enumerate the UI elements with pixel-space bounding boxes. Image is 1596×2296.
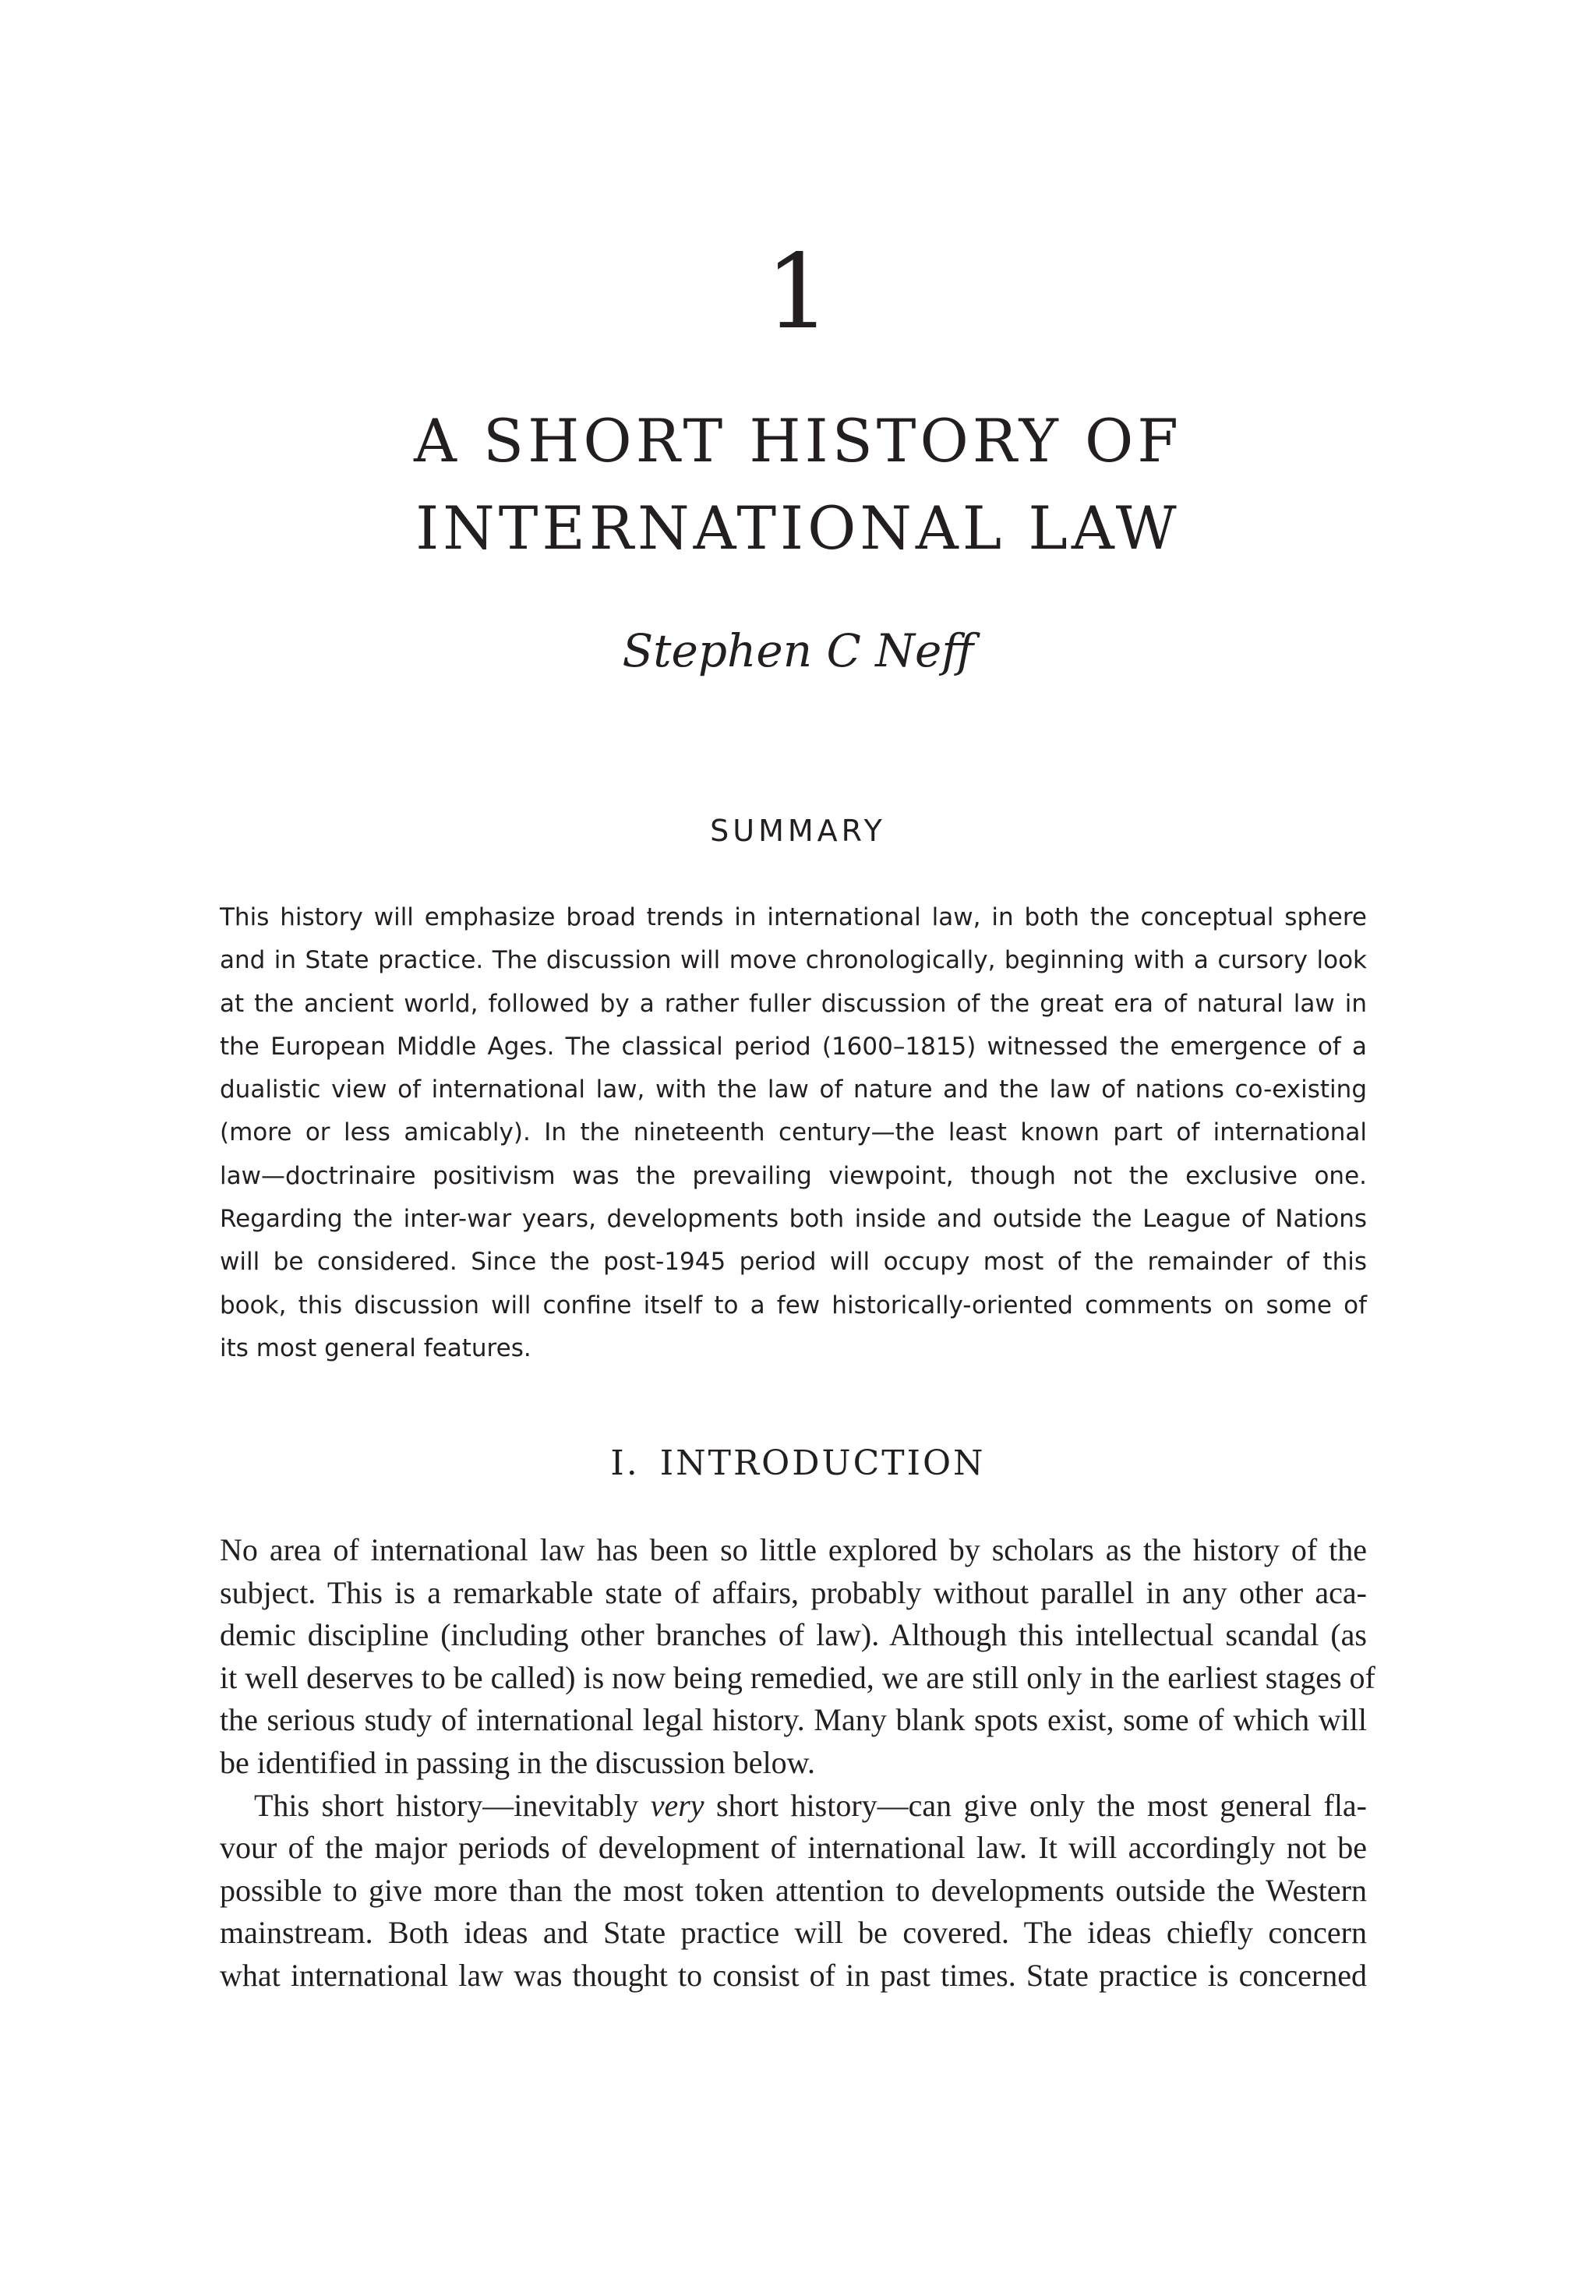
body-line: No area of international law has been so little explored by scholars as the history of the	[220, 1532, 1367, 1567]
chapter-title	[234, 397, 1362, 572]
introduction-body	[220, 1529, 1375, 1998]
summary-line: at the ancient world, followed by a rather fuller discussion of the great era of natural law in	[220, 989, 1367, 1018]
section-title: INTRODUCTION	[659, 1443, 986, 1483]
chapter-author: Stephen C Neff	[622, 624, 974, 677]
summary-line: book, this discussion will confine itself to a few historically-oriented comments on some of	[220, 1291, 1367, 1319]
body-line: mainstream. Both ideas and State practice will be covered. The ideas chiefly concern	[220, 1915, 1367, 1951]
body-line: demic discipline (including other branches of law). Although this intellectual scandal (as	[220, 1617, 1367, 1653]
summary-line: its most general features.	[220, 1333, 531, 1362]
body-line: possible to give more than the most token attention to developments outside the Western	[220, 1872, 1367, 1908]
chapter-title-line: A SHORT HISTORY OF	[413, 406, 1183, 475]
summary-line: will be considered. Since the post-1945 period will occupy most of the remainder of this	[220, 1248, 1367, 1277]
body-line	[220, 1785, 1367, 1828]
body-line: vour of the major periods of development of international law. It will accordingly not be	[220, 1830, 1367, 1866]
summary-line: the European Middle Ages. The classical period (1600–1815) witnessed the emergence of a	[220, 1032, 1367, 1061]
summary-line: and in State practice. The discussion will move chronologically, beginning with a cursory look	[220, 946, 1367, 975]
body-text-run: short history—can give only the most general fla-	[704, 1787, 1368, 1823]
body-line: be identified in passing in the discussion below.	[220, 1744, 815, 1780]
body-line: subject. This is a remarkable state of affairs, probably without parallel in any other aca-	[220, 1574, 1367, 1610]
summary-line: (more or less amicably). In the nineteenth century—the least known part of international	[220, 1118, 1367, 1147]
summary-line: Regarding the inter-war years, developments both inside and outside the League of Nations	[220, 1205, 1367, 1234]
chapter-title-line: INTERNATIONAL LAW	[415, 493, 1181, 563]
summary-line: dualistic view of international law, with the law of nature and the law of nations co-existing	[220, 1076, 1367, 1104]
section-heading-introduction	[0, 1436, 1596, 1492]
summary-heading: SUMMARY	[710, 814, 886, 848]
summary-line: This history will emphasize broad trends in international law, in both the conceptual sphere	[220, 903, 1367, 931]
chapter-number: 1	[765, 232, 831, 352]
body-line: the serious study of international legal history. Many blank spots exist, some of which will	[220, 1702, 1367, 1738]
section-number: I.	[610, 1443, 640, 1483]
summary-paragraph	[220, 896, 1367, 1370]
body-text-run: This short history—inevitably	[254, 1787, 651, 1823]
emphasis-text: very	[650, 1787, 704, 1823]
summary-line: law—doctrinaire positivism was the prevailing viewpoint, though not the exclusive one.	[220, 1161, 1367, 1190]
body-line: it well deserves to be called) is now being remedied, we are still only in the earliest stages of	[220, 1659, 1375, 1695]
body-line: what international law was thought to consist of in past times. State practice is concerned	[220, 1957, 1367, 1993]
